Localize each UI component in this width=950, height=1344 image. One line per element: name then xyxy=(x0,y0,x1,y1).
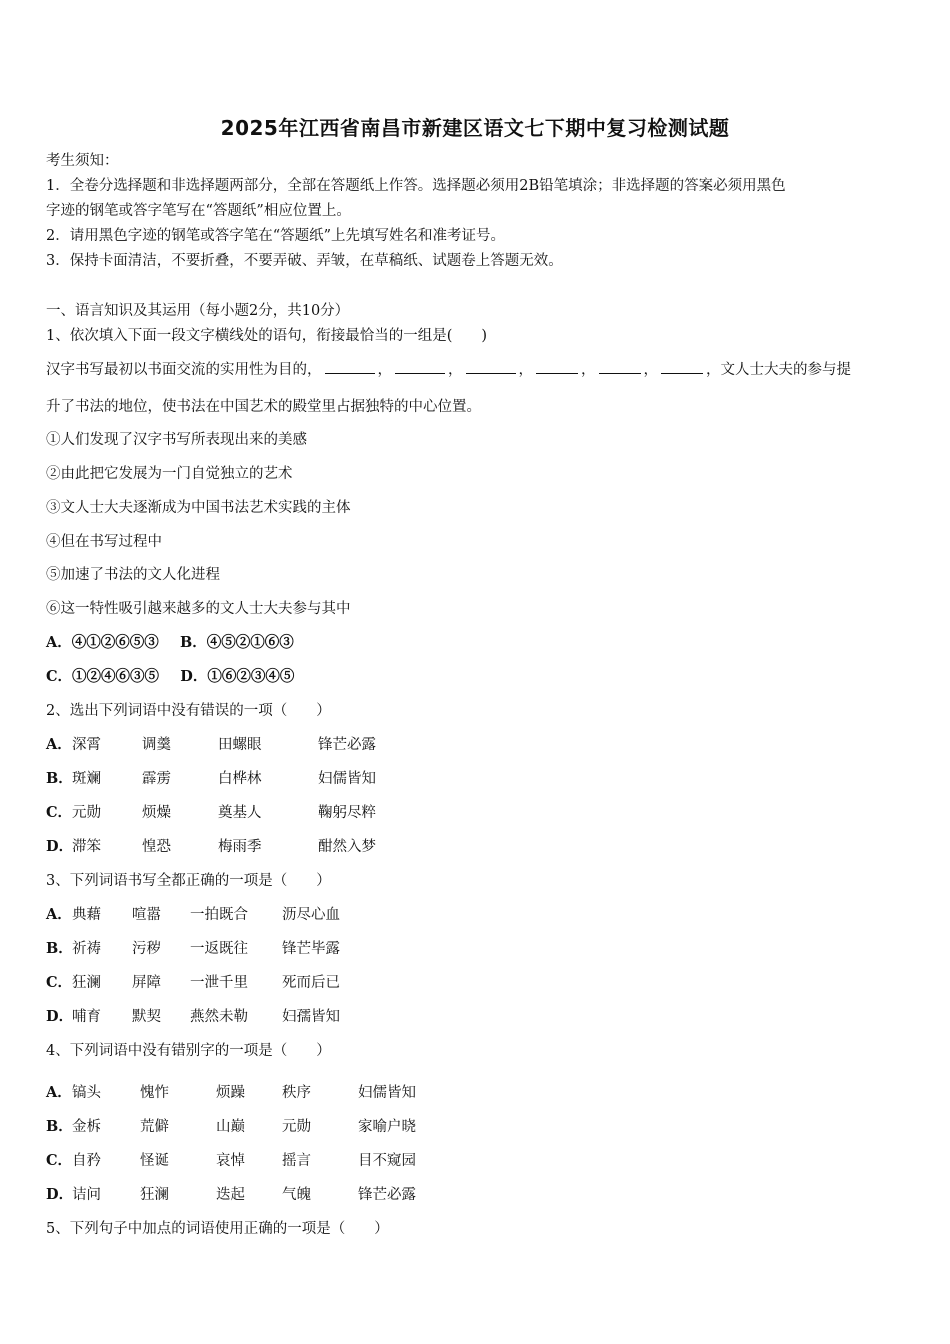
word: 梅雨季 xyxy=(218,839,262,855)
word: 惶恐 xyxy=(142,839,171,855)
option-label: D． xyxy=(46,1186,74,1203)
word: 秩序 xyxy=(282,1085,311,1101)
word: 霹雳 xyxy=(142,771,171,787)
blank-4 xyxy=(536,359,578,374)
word: 愧怍 xyxy=(140,1085,169,1101)
q1-passage-end: ，文人士大夫的参与提 xyxy=(706,362,851,378)
word: 狂澜 xyxy=(140,1187,169,1203)
q1-option-b[interactable]: B．④⑤②①⑥③ xyxy=(179,634,294,651)
word: 荒僻 xyxy=(140,1119,169,1135)
word: 自矜 xyxy=(72,1153,101,1169)
q4-stem: 4、下列词语中没有错别字的一项是（ ） xyxy=(46,1043,331,1059)
option-label: B． xyxy=(46,940,73,957)
word: 祈祷 xyxy=(72,941,101,957)
word: 烦躁 xyxy=(216,1085,245,1101)
word: 迭起 xyxy=(216,1187,245,1203)
q1-options-ab xyxy=(46,633,294,653)
word: 典藉 xyxy=(72,907,101,923)
option-label: D． xyxy=(46,838,74,855)
word: 锋芒必露 xyxy=(358,1187,416,1203)
q2-option-d[interactable] xyxy=(46,837,376,857)
word: 沥尽心血 xyxy=(282,907,340,923)
q1-option-d[interactable]: D．①⑥②③④⑤ xyxy=(180,668,295,685)
word: 默契 xyxy=(132,1009,161,1025)
word: 调羹 xyxy=(142,737,171,753)
option-label: A． xyxy=(46,906,72,923)
word: 一返既往 xyxy=(190,941,248,957)
q3-option-a[interactable] xyxy=(46,905,340,925)
q1-option-a[interactable]: A．④①②⑥⑤③ xyxy=(46,634,159,651)
word: 元勋 xyxy=(72,805,101,821)
q1-options-cd xyxy=(46,667,294,687)
word: 斑斓 xyxy=(72,771,101,787)
q4-option-d[interactable] xyxy=(46,1185,416,1205)
q3-option-c[interactable] xyxy=(46,973,340,993)
blank-2 xyxy=(395,359,445,374)
page-title: 2025年江西省南昌市新建区语文七下期中复习检测试题 xyxy=(220,116,730,140)
word: 酣然入梦 xyxy=(318,839,376,855)
word: 妇儒皆知 xyxy=(318,771,376,787)
q1-sentence-1: ①人们发现了汉字书写所表现出来的美感 xyxy=(46,432,307,448)
word: 镐头 xyxy=(72,1085,101,1101)
word: 白桦林 xyxy=(218,771,262,787)
q1-sentence-4: ④但在书写过程中 xyxy=(46,534,162,550)
word: 妇儒皆知 xyxy=(358,1085,416,1101)
q2-option-b[interactable] xyxy=(46,769,376,789)
word: 狂澜 xyxy=(72,975,101,991)
q1-sentence-5: ⑤加速了书法的文人化进程 xyxy=(46,567,220,583)
word: 气魄 xyxy=(282,1187,311,1203)
q1-stem: 1、依次填入下面一段文字横线处的语句，衔接最恰当的一组是( ) xyxy=(46,328,488,344)
notice-heading: 考生须知： xyxy=(46,153,119,169)
notice-item-2: 2．请用黑色字迹的钢笔或答字笔在“答题纸”上先填写姓名和准考证号。 xyxy=(46,228,506,244)
word: 滞笨 xyxy=(72,839,101,855)
word: 烦燥 xyxy=(142,805,171,821)
word: 山巅 xyxy=(216,1119,245,1135)
option-label: C． xyxy=(46,974,73,991)
word: 诘问 xyxy=(72,1187,101,1203)
notice-item-1a: 1．全卷分选择题和非选择题两部分，全部在答题纸上作答。选择题必须用2B铅笔填涂；非选择题的答案必须用黑色 xyxy=(46,178,786,194)
word: 喧嚣 xyxy=(132,907,161,923)
word: 元勋 xyxy=(282,1119,311,1135)
q1-passage-start: 汉字书写最初以书面交流的实用性为目的， xyxy=(46,362,322,378)
word: 金柝 xyxy=(72,1119,101,1135)
q3-option-b[interactable] xyxy=(46,939,340,959)
q4-option-b[interactable] xyxy=(46,1117,416,1137)
option-label: C． xyxy=(46,804,73,821)
q5-stem: 5、下列句子中加点的词语使用正确的一项是（ ） xyxy=(46,1221,389,1237)
option-label: B． xyxy=(46,1118,73,1135)
word: 奠基人 xyxy=(218,805,262,821)
q4-option-c[interactable] xyxy=(46,1151,416,1171)
option-label: A． xyxy=(46,1084,72,1101)
word: 哀悼 xyxy=(216,1153,245,1169)
q1-sentence-2: ②由此把它发展为一门自觉独立的艺术 xyxy=(46,466,293,482)
q1-option-c[interactable]: C．①②④⑥③⑤ xyxy=(46,668,160,685)
word: 一拍既合 xyxy=(190,907,248,923)
word: 怪诞 xyxy=(140,1153,169,1169)
q3-option-d[interactable] xyxy=(46,1007,340,1027)
q2-stem: 2、选出下列词语中没有错误的一项（ ） xyxy=(46,703,331,719)
q2-option-c[interactable] xyxy=(46,803,376,823)
q1-sentence-3: ③文人士大夫逐渐成为中国书法艺术实践的主体 xyxy=(46,500,351,516)
option-label: B． xyxy=(46,770,73,787)
word: 锋芒必露 xyxy=(318,737,376,753)
word: 目不窥园 xyxy=(358,1153,416,1169)
word: 死而后已 xyxy=(282,975,340,991)
blank-1 xyxy=(325,359,375,374)
notice-item-3: 3．保持卡面清洁，不要折叠，不要弄破、弄皱，在草稿纸、试题卷上答题无效。 xyxy=(46,253,563,269)
word: 摇言 xyxy=(282,1153,311,1169)
word: 屏障 xyxy=(132,975,161,991)
word: 哺育 xyxy=(72,1009,101,1025)
word: 妇孺皆知 xyxy=(282,1009,340,1025)
word: 深霄 xyxy=(72,737,101,753)
word: 燕然未勒 xyxy=(190,1009,248,1025)
section-1-heading: 一、语言知识及其运用（每小题2分，共10分） xyxy=(46,303,350,319)
option-label: A． xyxy=(46,736,72,753)
notice-item-1b: 字迹的钢笔或答字笔写在“答题纸”相应位置上。 xyxy=(46,203,351,219)
q3-stem: 3、下列词语书写全都正确的一项是（ ） xyxy=(46,873,331,889)
option-label: C． xyxy=(46,1152,73,1169)
q1-passage-line2: 升了书法的地位，使书法在中国艺术的殿堂里占据独特的中心位置。 xyxy=(46,399,481,415)
option-label: D． xyxy=(46,1008,74,1025)
q2-option-a[interactable] xyxy=(46,735,376,755)
word: 一泄千里 xyxy=(190,975,248,991)
word: 家喻户晓 xyxy=(358,1119,416,1135)
word: 锋芒毕露 xyxy=(282,941,340,957)
word: 田螺眼 xyxy=(218,737,262,753)
word: 鞠躬尽粹 xyxy=(318,805,376,821)
blank-5 xyxy=(599,359,641,374)
q4-option-a[interactable] xyxy=(46,1083,416,1103)
q1-sentence-6: ⑥这一特性吸引越来越多的文人士大夫参与其中 xyxy=(46,601,351,617)
q1-passage-line1: 汉字书写最初以书面交流的实用性为目的， ， ， ， ， ， ，文人士大夫的参与提 xyxy=(46,359,851,380)
blank-6 xyxy=(661,359,703,374)
word: 污秽 xyxy=(132,941,161,957)
blank-3 xyxy=(466,359,516,374)
